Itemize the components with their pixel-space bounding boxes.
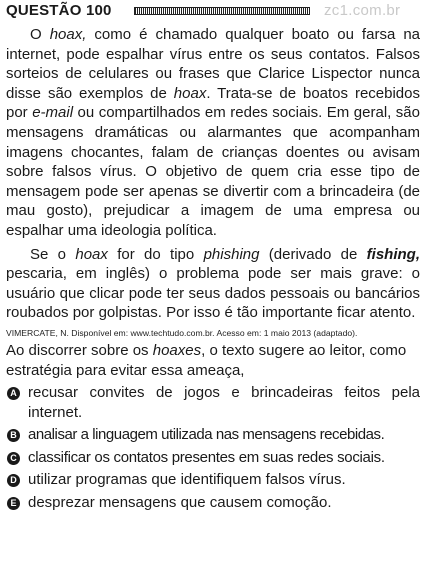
option-a[interactable] bbox=[6, 383, 420, 422]
text-segment: for do tipo bbox=[107, 245, 204, 263]
text-paragraph-1 bbox=[6, 25, 420, 241]
text-segment: ou compartilhados em redes sociais. Em geral, são mensagens dramáticas ou alarmantes que acompanham imagens chocantes, falam de crianças doentes ou avisam sobre falsos vírus. O objetivo de quem cria esse tipo de mensagem pode ser apenas se divertir com a brincadeira (de mau gosto), prejudicar a imagem de uma empresa ou espalhar uma ideologia política. bbox=[6, 104, 420, 239]
option-b[interactable] bbox=[6, 425, 420, 445]
option-e[interactable] bbox=[6, 493, 420, 513]
option-d[interactable] bbox=[6, 470, 420, 490]
question-segment: Ao discorrer sobre os bbox=[6, 341, 153, 359]
option-text: analisar a linguagem utilizada nas mensagens recebidas. bbox=[28, 426, 385, 444]
option-text: classificar os contatos presentes em suas redes sociais. bbox=[28, 448, 385, 466]
question-page bbox=[6, 0, 420, 516]
question-segment-italic: hoaxes bbox=[152, 341, 202, 359]
option-letter-badge: B bbox=[7, 429, 20, 442]
question-segment: , o texto sugere ao leitor, como estratégia para evitar essa ameaça, bbox=[6, 341, 407, 379]
option-letter-badge: A bbox=[7, 387, 20, 400]
option-text: utilizar programas que identifiquem falsos vírus. bbox=[28, 471, 346, 489]
text-segment: Se o bbox=[30, 245, 76, 263]
text-segment: (derivado de bbox=[259, 245, 367, 263]
option-text: recusar convites de jogos e brincadeiras feitos pela internet. bbox=[28, 384, 420, 421]
title-stripe-bar bbox=[134, 7, 310, 15]
text-segment-bold-italic: fishing, bbox=[366, 245, 420, 263]
source-citation: VIMERCATE, N. Disponível em: www.techtudo.com.br. Acesso em: 1 maio 2013 (adaptado). bbox=[6, 327, 358, 338]
text-segment-italic: hoax bbox=[75, 245, 108, 263]
text-paragraph-2 bbox=[6, 245, 420, 323]
option-letter-badge: E bbox=[7, 497, 20, 510]
text-segment: O bbox=[30, 26, 50, 43]
text-segment-italic: hoax bbox=[173, 84, 207, 102]
text-segment-italic: phishing bbox=[203, 245, 260, 263]
option-c[interactable] bbox=[6, 448, 420, 468]
question-prompt bbox=[6, 341, 420, 380]
text-segment-italic: hoax, bbox=[49, 26, 87, 43]
question-header bbox=[6, 0, 420, 22]
option-text: desprezar mensagens que causem comoção. bbox=[28, 494, 332, 512]
text-segment-italic: e-mail bbox=[32, 104, 74, 122]
option-letter-badge: D bbox=[7, 474, 20, 487]
text-segment: pescaria, em inglês) o problema pode ser mais grave: o usuário que clicar pode ter seus dados pessoais ou bancários roubados por golpistas. Por isso é tão importante ficar atento. bbox=[6, 265, 420, 322]
option-letter-badge: C bbox=[7, 452, 20, 465]
text-segment: . Trata-se de boatos recebidos por bbox=[6, 84, 420, 122]
question-title: QUESTÃO 100 bbox=[6, 2, 112, 19]
text-segment: como é chamado qualquer boato ou farsa na internet, pode espalhar vírus entre os seus contatos. Falsos sorteios de celulares ou frases que Clarice Lispector nunca disse são exemplos de bbox=[6, 26, 420, 102]
answer-options bbox=[6, 383, 420, 513]
watermark: zc1.com.br bbox=[324, 2, 401, 19]
